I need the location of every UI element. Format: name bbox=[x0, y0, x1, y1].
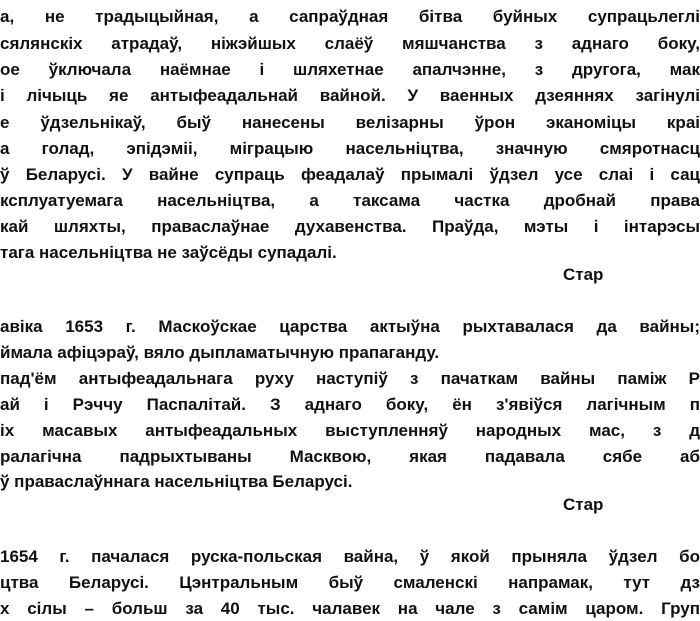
text-line: цтва Беларусі. Цэнтральным быў смаленскі напрамак, тут дз bbox=[0, 573, 700, 592]
text-line: ймала афіцэраў, вяло дыпламатычную прапаганду. bbox=[0, 343, 440, 362]
text-line: х сілы – больш за 40 тыс. чалавек на чале з самім царом. Груп bbox=[0, 599, 700, 618]
text-line: ое ўключала наёмнае і шляхетнае апалчэнне, з другога, мак bbox=[0, 60, 700, 79]
text-line: ралагічна падрыхтываны Масквою, якая падавала сябе аб bbox=[0, 447, 700, 466]
text-line: іх масавых антыфеадальных выступленняў народных мас, з д bbox=[0, 421, 700, 440]
text-line: сялянскіх атрадаў, ніжэйшых слаёў мяшчанства з аднаго боку, bbox=[0, 34, 700, 53]
signature: Стар bbox=[563, 265, 604, 284]
text-line: і лічыць яе антыфеадальнай вайной. У ваенных дзеяннях загінулі bbox=[0, 86, 700, 105]
signature: Стар bbox=[563, 495, 604, 514]
text-line: кай шляхты, праваслаўнае духавенства. Праўда, мэты і інтарэсы bbox=[0, 217, 700, 236]
text-line: ў Беларусі. У вайне супраць феадалаў прымалі ўдзел усе слаі і сац bbox=[0, 165, 700, 184]
text-line: ай і Рэччу Паспалітай. З аднаго боку, ён з'явіўся лагічным п bbox=[0, 395, 700, 414]
text-line: авіка 1653 г. Маскоўскае царства актыўна рыхтавалася да вайны; bbox=[0, 317, 700, 336]
text-line: ў праваслаўннага насельніцтва Беларусі. bbox=[0, 472, 353, 491]
text-line: пад'ём антыфеадальнага руху наступіў з пачаткам вайны паміж Р bbox=[0, 369, 700, 388]
text-line: а голад, эпідэміі, міграцыю насельніцтва, значную смяротнасц bbox=[0, 139, 700, 158]
text-line: 1654 г. пачалася руска-польская вайна, ў якой прыняла ўдзел бо bbox=[0, 547, 700, 566]
text-line: ксплуатуемага насельніцтва, а таксама частка дробнай права bbox=[0, 191, 700, 210]
text-line: а, не традыцыйная, а сапраўдная бітва буйных супрацьлеглі bbox=[0, 7, 700, 26]
text-line: е ўдзельнікаў, быў нанесены велізарны ўрон эканоміцы краі bbox=[0, 113, 700, 132]
text-line: тага насельніцтва не заўсёды супадалі. bbox=[0, 243, 337, 262]
